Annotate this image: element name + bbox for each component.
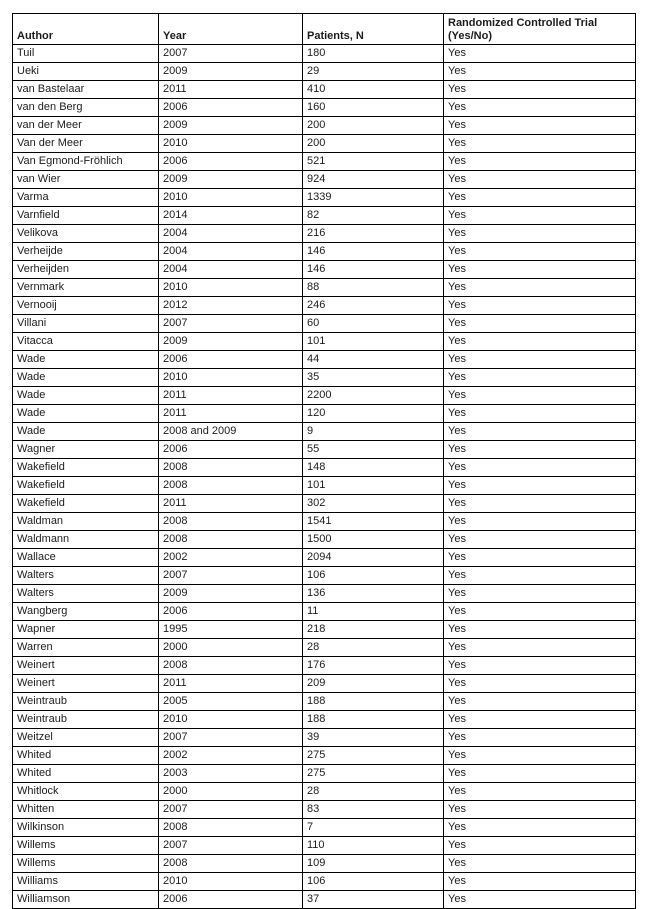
table-cell: Wade xyxy=(13,387,159,405)
table-cell: 2007 xyxy=(159,801,303,819)
table-cell: Yes xyxy=(444,99,636,117)
table-cell: Wagner xyxy=(13,441,159,459)
table-cell: 2008 xyxy=(159,531,303,549)
table-row xyxy=(13,693,636,711)
table-cell: Yes xyxy=(444,621,636,639)
table-cell: 83 xyxy=(303,801,444,819)
table-cell: 2008 xyxy=(159,819,303,837)
table-cell: Verheijden xyxy=(13,261,159,279)
table-cell: 2009 xyxy=(159,117,303,135)
table-row xyxy=(13,657,636,675)
table-cell: Yes xyxy=(444,261,636,279)
table-cell: 2011 xyxy=(159,675,303,693)
table-cell: 120 xyxy=(303,405,444,423)
table-cell: Wade xyxy=(13,423,159,441)
table-row xyxy=(13,477,636,495)
table-cell: Yes xyxy=(444,765,636,783)
table-cell: Yes xyxy=(444,189,636,207)
table-cell: Weintraub xyxy=(13,693,159,711)
table-row xyxy=(13,765,636,783)
table-header-row xyxy=(13,14,636,45)
table-cell: Vernooij xyxy=(13,297,159,315)
table-cell: 2004 xyxy=(159,225,303,243)
table-cell: 2012 xyxy=(159,297,303,315)
table-cell: 9 xyxy=(303,423,444,441)
table-cell: Ueki xyxy=(13,63,159,81)
table-cell: 2008 xyxy=(159,657,303,675)
table-cell: 60 xyxy=(303,315,444,333)
table-cell: Yes xyxy=(444,603,636,621)
table-cell: 2008 xyxy=(159,855,303,873)
table-cell: 2010 xyxy=(159,135,303,153)
table-cell: 160 xyxy=(303,99,444,117)
table-cell: 148 xyxy=(303,459,444,477)
table-cell: 2008 and 2009 xyxy=(159,423,303,441)
table-cell: 101 xyxy=(303,477,444,495)
table-cell: 2007 xyxy=(159,567,303,585)
table-cell: 55 xyxy=(303,441,444,459)
table-row xyxy=(13,585,636,603)
rct-study-table xyxy=(12,13,636,909)
table-row xyxy=(13,459,636,477)
table-row xyxy=(13,207,636,225)
table-cell: Yes xyxy=(444,585,636,603)
table-cell: 136 xyxy=(303,585,444,603)
table-cell: Yes xyxy=(444,63,636,81)
table-cell: van der Meer xyxy=(13,117,159,135)
table-cell: Wade xyxy=(13,405,159,423)
table-cell: Yes xyxy=(444,333,636,351)
table-cell: Yes xyxy=(444,117,636,135)
table-cell: 2009 xyxy=(159,63,303,81)
table-row xyxy=(13,243,636,261)
table-cell: Yes xyxy=(444,351,636,369)
table-cell: Yes xyxy=(444,729,636,747)
table-cell: 2007 xyxy=(159,45,303,63)
table-cell: Yes xyxy=(444,405,636,423)
table-row xyxy=(13,891,636,909)
table-cell: Van der Meer xyxy=(13,135,159,153)
table-cell: 2011 xyxy=(159,405,303,423)
table-cell: Wangberg xyxy=(13,603,159,621)
table-row xyxy=(13,567,636,585)
table-row xyxy=(13,315,636,333)
table-cell: 302 xyxy=(303,495,444,513)
table-cell: Wade xyxy=(13,369,159,387)
table-cell: 2007 xyxy=(159,729,303,747)
table-cell: 209 xyxy=(303,675,444,693)
table-cell: Yes xyxy=(444,477,636,495)
table-row xyxy=(13,873,636,891)
table-cell: 218 xyxy=(303,621,444,639)
table-cell: 2006 xyxy=(159,441,303,459)
table-cell: 2006 xyxy=(159,891,303,909)
table-row xyxy=(13,99,636,117)
table-cell: 106 xyxy=(303,567,444,585)
table-cell: Yes xyxy=(444,837,636,855)
table-cell: 101 xyxy=(303,333,444,351)
table-cell: Yes xyxy=(444,225,636,243)
table-cell: Weinert xyxy=(13,675,159,693)
table-cell: Verheijde xyxy=(13,243,159,261)
table-cell: Yes xyxy=(444,801,636,819)
table-row xyxy=(13,189,636,207)
table-cell: 200 xyxy=(303,117,444,135)
table-cell: Varnfield xyxy=(13,207,159,225)
table-cell: 2004 xyxy=(159,261,303,279)
table-cell: Wallace xyxy=(13,549,159,567)
table-cell: Yes xyxy=(444,135,636,153)
table-cell: 35 xyxy=(303,369,444,387)
table-cell: 1339 xyxy=(303,189,444,207)
table-cell: Yes xyxy=(444,387,636,405)
table-cell: Williams xyxy=(13,873,159,891)
table-cell: Willems xyxy=(13,837,159,855)
table-cell: 2014 xyxy=(159,207,303,225)
column-header: Randomized Controlled Trial (Yes/No) xyxy=(444,14,636,45)
table-cell: 2010 xyxy=(159,189,303,207)
table-cell: Wade xyxy=(13,351,159,369)
table-cell: van Wier xyxy=(13,171,159,189)
table-cell: Whited xyxy=(13,747,159,765)
table-cell: 146 xyxy=(303,243,444,261)
table-cell: 2009 xyxy=(159,585,303,603)
table-cell: 188 xyxy=(303,711,444,729)
table-cell: 2011 xyxy=(159,387,303,405)
table-cell: 2010 xyxy=(159,369,303,387)
table-cell: Van Egmond-Fröhlich xyxy=(13,153,159,171)
table-cell: Yes xyxy=(444,423,636,441)
table-row xyxy=(13,513,636,531)
table-row xyxy=(13,423,636,441)
table-row xyxy=(13,387,636,405)
table-cell: 39 xyxy=(303,729,444,747)
table-cell: 2000 xyxy=(159,639,303,657)
table-cell: 2010 xyxy=(159,873,303,891)
table-cell: van den Berg xyxy=(13,99,159,117)
table-row xyxy=(13,351,636,369)
table-row xyxy=(13,297,636,315)
table-row xyxy=(13,405,636,423)
table-cell: Yes xyxy=(444,675,636,693)
table-cell: 109 xyxy=(303,855,444,873)
table-cell: 1541 xyxy=(303,513,444,531)
table-cell: 2004 xyxy=(159,243,303,261)
table-cell: Vernmark xyxy=(13,279,159,297)
table-cell: Wakefield xyxy=(13,477,159,495)
table-row xyxy=(13,837,636,855)
table-cell: 2007 xyxy=(159,315,303,333)
table-cell: Yes xyxy=(444,495,636,513)
table-cell: 2003 xyxy=(159,765,303,783)
table-row xyxy=(13,153,636,171)
table-row xyxy=(13,45,636,63)
table-cell: 106 xyxy=(303,873,444,891)
table-cell: 2094 xyxy=(303,549,444,567)
table-cell: Waldman xyxy=(13,513,159,531)
table-row xyxy=(13,171,636,189)
table-cell: 2006 xyxy=(159,603,303,621)
table-cell: Yes xyxy=(444,747,636,765)
table-row xyxy=(13,117,636,135)
column-header: Author xyxy=(13,14,159,45)
table-cell: 176 xyxy=(303,657,444,675)
table-cell: 2008 xyxy=(159,477,303,495)
table-cell: Wakefield xyxy=(13,459,159,477)
table-cell: 2009 xyxy=(159,171,303,189)
table-cell: 2007 xyxy=(159,837,303,855)
table-cell: 110 xyxy=(303,837,444,855)
table-cell: 28 xyxy=(303,783,444,801)
table-cell: Whitten xyxy=(13,801,159,819)
table-cell: 2010 xyxy=(159,711,303,729)
table-cell: 29 xyxy=(303,63,444,81)
table-cell: Yes xyxy=(444,513,636,531)
table-cell: 2011 xyxy=(159,81,303,99)
table-cell: Yes xyxy=(444,531,636,549)
table-row xyxy=(13,711,636,729)
table-cell: Whited xyxy=(13,765,159,783)
table-body xyxy=(13,45,636,909)
table-cell: 2006 xyxy=(159,99,303,117)
table-cell: Weintraub xyxy=(13,711,159,729)
table-row xyxy=(13,279,636,297)
table-cell: Vitacca xyxy=(13,333,159,351)
table-cell: Yes xyxy=(444,657,636,675)
table-cell: van Bastelaar xyxy=(13,81,159,99)
table-cell: Yes xyxy=(444,279,636,297)
table-cell: 28 xyxy=(303,639,444,657)
table-row xyxy=(13,639,636,657)
table-cell: 44 xyxy=(303,351,444,369)
table-cell: Velikova xyxy=(13,225,159,243)
table-row xyxy=(13,261,636,279)
table-cell: 2009 xyxy=(159,333,303,351)
table-cell: 200 xyxy=(303,135,444,153)
table-cell: Yes xyxy=(444,171,636,189)
table-cell: Yes xyxy=(444,459,636,477)
table-cell: 146 xyxy=(303,261,444,279)
table-cell: 246 xyxy=(303,297,444,315)
table-cell: 180 xyxy=(303,45,444,63)
table-cell: 216 xyxy=(303,225,444,243)
table-cell: Warren xyxy=(13,639,159,657)
table-cell: Yes xyxy=(444,315,636,333)
table-header xyxy=(13,14,636,45)
table-cell: 2200 xyxy=(303,387,444,405)
table-cell: 2000 xyxy=(159,783,303,801)
table-cell: 521 xyxy=(303,153,444,171)
table-cell: 37 xyxy=(303,891,444,909)
table-cell: 410 xyxy=(303,81,444,99)
table-row xyxy=(13,495,636,513)
table-cell: 2005 xyxy=(159,693,303,711)
table-row xyxy=(13,531,636,549)
table-cell: 275 xyxy=(303,765,444,783)
table-cell: 1500 xyxy=(303,531,444,549)
table-cell: 2011 xyxy=(159,495,303,513)
table-cell: Yes xyxy=(444,783,636,801)
table-row xyxy=(13,225,636,243)
table-row xyxy=(13,333,636,351)
table-cell: Yes xyxy=(444,693,636,711)
table-row xyxy=(13,621,636,639)
table-cell: Yes xyxy=(444,441,636,459)
table-cell: Williamson xyxy=(13,891,159,909)
table-cell: Yes xyxy=(444,711,636,729)
table-cell: 2006 xyxy=(159,351,303,369)
table-cell: Yes xyxy=(444,891,636,909)
table-cell: Weinert xyxy=(13,657,159,675)
table-cell: Yes xyxy=(444,297,636,315)
table-cell: Wilkinson xyxy=(13,819,159,837)
table-row xyxy=(13,81,636,99)
table-cell: Yes xyxy=(444,243,636,261)
table-cell: 2002 xyxy=(159,549,303,567)
table-cell: 2008 xyxy=(159,459,303,477)
table-cell: Walters xyxy=(13,585,159,603)
study-table-container xyxy=(12,13,636,909)
table-cell: Yes xyxy=(444,855,636,873)
table-cell: Yes xyxy=(444,873,636,891)
table-cell: Yes xyxy=(444,81,636,99)
table-cell: Walters xyxy=(13,567,159,585)
table-cell: 7 xyxy=(303,819,444,837)
table-row xyxy=(13,63,636,81)
table-cell: Yes xyxy=(444,819,636,837)
table-cell: Yes xyxy=(444,45,636,63)
table-row xyxy=(13,441,636,459)
table-cell: Villani xyxy=(13,315,159,333)
table-cell: 88 xyxy=(303,279,444,297)
table-cell: Yes xyxy=(444,369,636,387)
table-cell: Varma xyxy=(13,189,159,207)
table-cell: Tuil xyxy=(13,45,159,63)
table-row xyxy=(13,675,636,693)
table-row xyxy=(13,549,636,567)
table-cell: 82 xyxy=(303,207,444,225)
table-cell: Willems xyxy=(13,855,159,873)
table-row xyxy=(13,747,636,765)
table-row xyxy=(13,369,636,387)
table-row xyxy=(13,801,636,819)
table-cell: Weitzel xyxy=(13,729,159,747)
table-row xyxy=(13,783,636,801)
table-row xyxy=(13,135,636,153)
table-cell: 11 xyxy=(303,603,444,621)
table-cell: Whitlock xyxy=(13,783,159,801)
table-cell: 924 xyxy=(303,171,444,189)
table-cell: 2006 xyxy=(159,153,303,171)
table-cell: Waldmann xyxy=(13,531,159,549)
table-row xyxy=(13,819,636,837)
table-cell: 275 xyxy=(303,747,444,765)
table-cell: Yes xyxy=(444,549,636,567)
table-cell: 2002 xyxy=(159,747,303,765)
table-cell: Yes xyxy=(444,567,636,585)
column-header: Year xyxy=(159,14,303,45)
column-header: Patients, N xyxy=(303,14,444,45)
table-cell: 2010 xyxy=(159,279,303,297)
table-cell: 188 xyxy=(303,693,444,711)
table-cell: Wapner xyxy=(13,621,159,639)
table-cell: 2008 xyxy=(159,513,303,531)
table-cell: Yes xyxy=(444,639,636,657)
table-cell: Yes xyxy=(444,153,636,171)
table-row xyxy=(13,855,636,873)
table-cell: 1995 xyxy=(159,621,303,639)
table-row xyxy=(13,603,636,621)
table-cell: Wakefield xyxy=(13,495,159,513)
table-row xyxy=(13,729,636,747)
table-cell: Yes xyxy=(444,207,636,225)
